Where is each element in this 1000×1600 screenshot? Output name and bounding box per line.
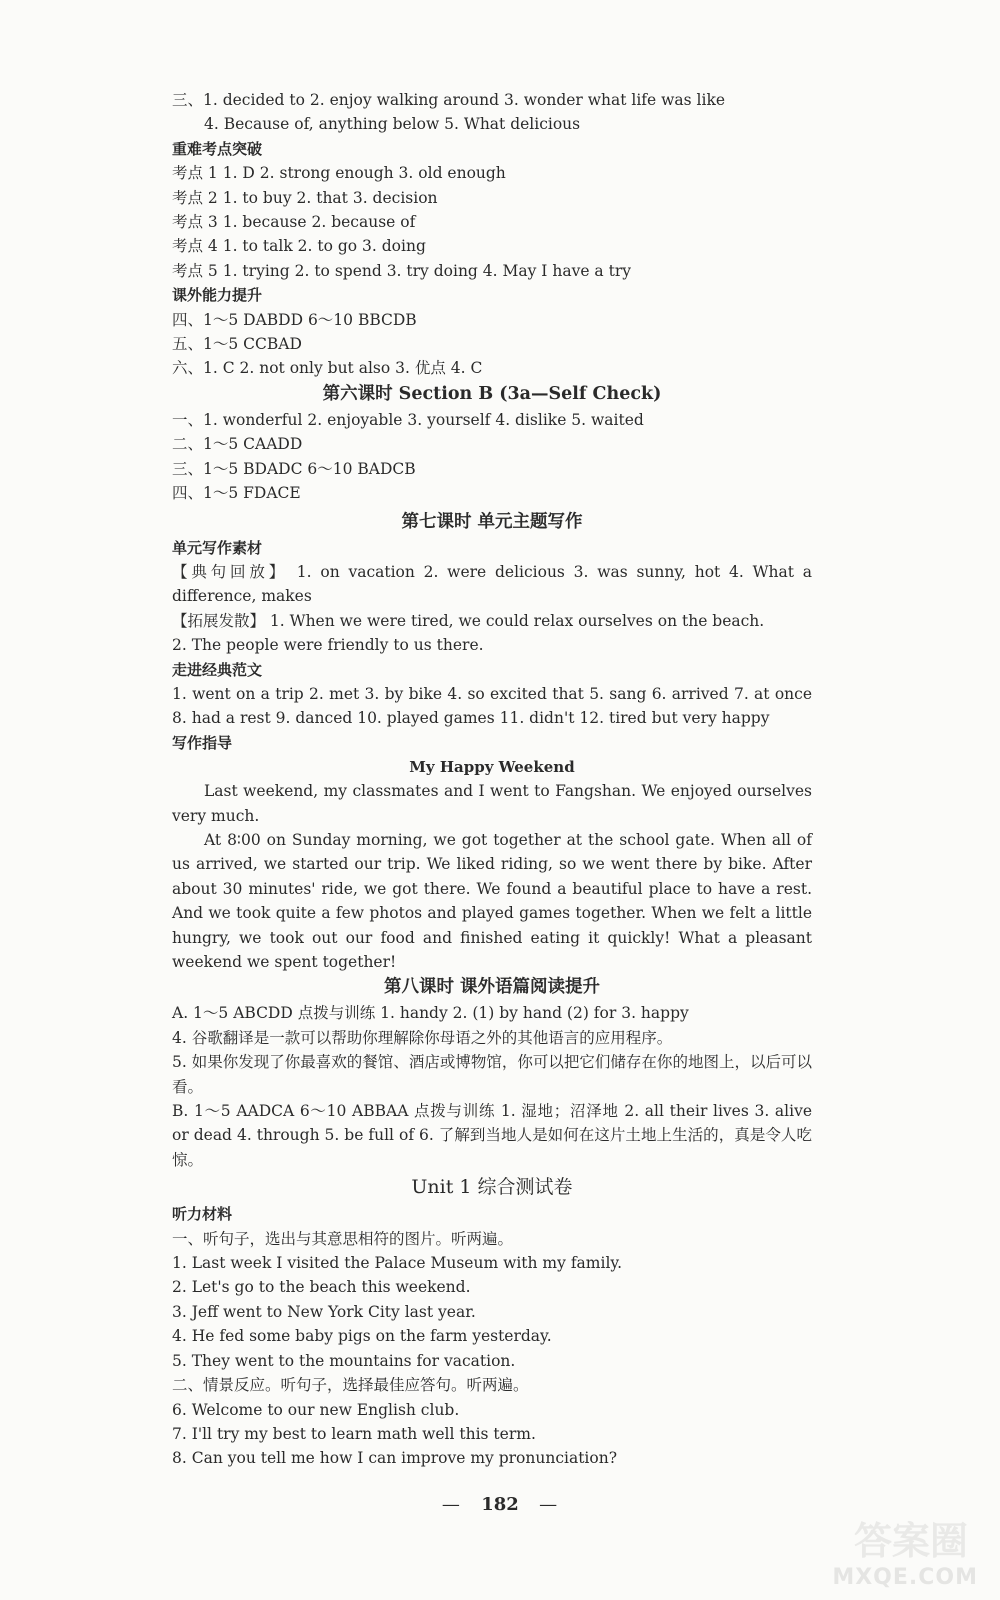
watermark — [798, 1510, 978, 1590]
listening-line: 6. Welcome to our new English club. — [172, 1400, 460, 1419]
answer-line: 一、1. wonderful 2. enjoyable 3. yourself 4. dislike 5. waited — [172, 410, 644, 429]
listening-line: 2. Let's go to the beach this weekend. — [172, 1278, 471, 1297]
footer-dash-left: — — [441, 1494, 461, 1515]
answer-line: A. 1～5 ABCDD 点拨与训练 1. handy 2. (1) by hand (2) for 3. happy — [172, 1004, 689, 1023]
essay-paragraph: Last weekend, my classmates and I went to Fangshan. We enjoyed ourselves very much. — [172, 782, 812, 825]
unit-title: Unit 1 综合测试卷 — [411, 1176, 573, 1199]
answer-page — [172, 88, 812, 1471]
essay-paragraph: At 8∶00 on Sunday morning, we got together at the school gate. When all of us arrived, we started our trip. We liked riding, so we went there by bike. After about 30 minutes' ride, we got there. We found a beautiful place to have a rest. And we took quite a few photos and played games together. When we felt a little hungry, we took out our food and finished eating it quickly! What a pleasant weekend we spent together! — [172, 830, 812, 971]
section-heading: 走进经典范文 — [172, 660, 263, 679]
listening-line: 5. They went to the mountains for vacation. — [172, 1351, 516, 1370]
answer-line: 三、1～5 BDADC 6～10 BADCB — [172, 459, 416, 478]
answer-line: 【拓展发散】 1. When we were tired, we could relax ourselves on the beach. — [172, 611, 765, 630]
section-heading: 单元写作素材 — [172, 538, 263, 557]
lesson-title: 第八课时 课外语篇阅读提升 — [383, 977, 601, 998]
listening-line: 7. I'll try my best to learn math well this term. — [172, 1424, 536, 1443]
answer-line: 四、1～5 DABDD 6～10 BBCDB — [172, 310, 417, 329]
answer-line: 四、1～5 FDACE — [172, 484, 301, 503]
answer-paragraph: 1. went on a trip 2. met 3. by bike 4. so excited that 5. sang 6. arrived 7. at once 8. had a rest 9. danced 10. played games 11. didn't 12. tired but very happy — [172, 684, 812, 728]
section-heading: 听力材料 — [172, 1205, 233, 1224]
listening-line: 1. Last week I visited the Palace Museum with my family. — [172, 1254, 623, 1273]
section-heading: 课外能力提升 — [172, 286, 263, 305]
listening-line: 4. He fed some baby pigs on the farm yesterday. — [172, 1327, 552, 1346]
answer-line: 三、1. decided to 2. enjoy walking around 3. wonder what life was like — [172, 91, 726, 109]
watermark-text: MXQE.COM — [832, 1565, 978, 1590]
page-number: 182 — [481, 1494, 519, 1515]
section-heading: 重难考点突破 — [172, 139, 263, 158]
lesson-title: 第七课时 单元主题写作 — [401, 511, 583, 532]
answer-line: 考点 3 1. because 2. because of — [172, 213, 416, 232]
answer-line: 4. Because of, anything below 5. What delicious — [204, 115, 581, 134]
listening-line: 8. Can you tell me how I can improve my pronunciation? — [172, 1449, 618, 1468]
answer-paragraph: 5. 如果你发现了你最喜欢的餐馆、酒店或博物馆，你可以把它们储存在你的地图上，以后可以看。 — [172, 1053, 812, 1096]
answer-line: 考点 4 1. to talk 2. to go 3. doing — [172, 237, 426, 256]
answer-line: 考点 5 1. trying 2. to spend 3. try doing 4. May I have a try — [172, 261, 631, 280]
essay-title: My Happy Weekend — [409, 758, 575, 777]
footer-dash-right: — — [539, 1494, 559, 1515]
answer-line: 2. The people were friendly to us there. — [172, 636, 484, 655]
answer-line: 考点 2 1. to buy 2. that 3. decision — [172, 188, 438, 207]
section-heading: 写作指导 — [172, 733, 233, 752]
listening-line: 3. Jeff went to New York City last year. — [172, 1302, 476, 1321]
listening-line: 二、情景反应。听句子，选择最佳应答句。听两遍。 — [172, 1376, 529, 1395]
answer-paragraph: 4. 谷歌翻译是一款可以帮助你理解除你母语之外的其他语言的应用程序。 — [172, 1028, 673, 1047]
listening-line: 一、听句子，选出与其意思相符的图片。听两遍。 — [172, 1229, 514, 1248]
answer-line: 五、1～5 CCBAD — [172, 335, 302, 354]
answer-line: 二、1～5 CAADD — [172, 435, 303, 454]
answer-line: 考点 1 1. D 2. strong enough 3. old enough — [172, 164, 506, 183]
answer-paragraph: 【典句回放】 1. on vacation 2. were delicious 3. was sunny, hot 4. What a difference, makes — [172, 562, 812, 606]
answer-paragraph: B. 1～5 AADCA 6～10 ABBAA 点拨与训练 1. 湿地；沼泽地 2. all their lives 3. alive or dead 4. through 5. be full of 6. 了解到当地人是如何在这片土地上生活的，真是令人吃惊。 — [172, 1102, 812, 1169]
lesson-title: 第六课时 Section B (3a—Self Check) — [322, 383, 662, 404]
watermark-logo-icon: 答案圈 — [853, 1519, 968, 1563]
answer-line: 六、1. C 2. not only but also 3. 优点 4. C — [172, 359, 483, 378]
